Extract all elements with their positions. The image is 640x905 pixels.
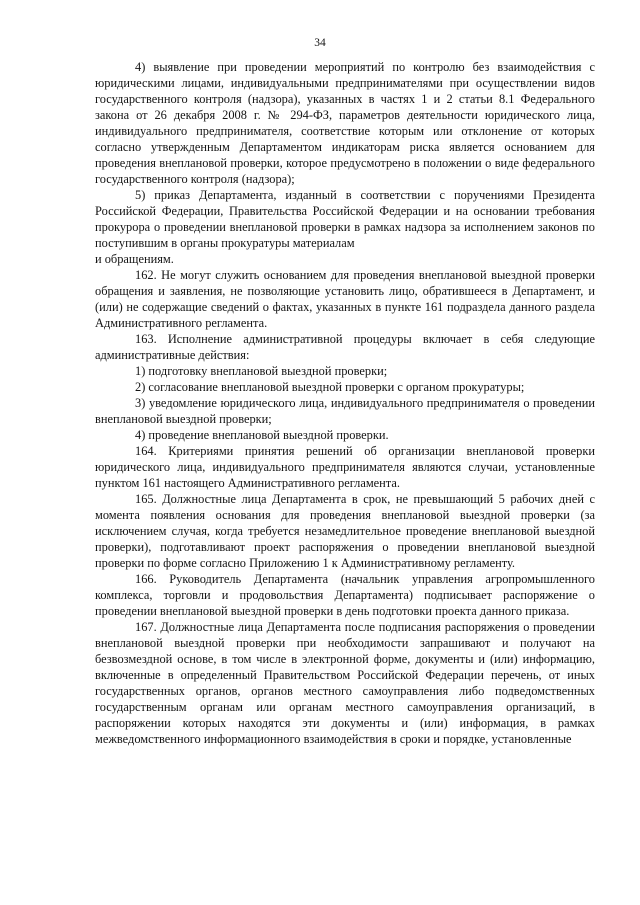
paragraph-item-5: 5) приказ Департамента, изданный в соответствии с поручениями Президента Российской Федерации, Правительства Российской Федерации и на основании требования прокурора о проведении внеплановой проверки в рамках надзора за исполнением законов по поступившим в органы прокуратуры материалам bbox=[95, 188, 595, 250]
paragraph-167: 167. Должностные лица Департамента после подписания распоряжения о проведении внеплановой выездной проверки при необходимости запрашивают и получают на безвозмездной основе, в том числе в электронной форме, документы и (или) информацию, включенные в определенный Правительством Российской Федерации перечень, от иных государственных органов, органов местного самоуправления либо подведомственных государственным органам или органам местного самоуправления организаций, в распоряжении которых находятся эти документы и (или) информация, в рамках межведомственного информационного взаимодействия в сроки и порядке, установленные bbox=[95, 620, 595, 746]
paragraph-165: 165. Должностные лица Департамента в срок, не превышающий 5 рабочих дней с момента появления основания для проведения внеплановой выездной проверки (за исключением случая, когда требуется незамедлительное проведение внеплановой выездной проверки), подготавливают проект распоряжения о проведении внеплановой выездной проверки по форме согласно Приложению 1 к Административному регламенту. bbox=[95, 492, 595, 570]
page-number: 34 bbox=[314, 37, 326, 49]
paragraph-item-5-continuation: и обращениям. bbox=[95, 252, 174, 266]
list-item-prosecutor-approval: 2) согласование внеплановой выездной проверки с органом прокуратуры; bbox=[135, 380, 525, 394]
document-body bbox=[95, 59, 595, 747]
paragraph-163: 163. Исполнение административной процедуры включает в себя следующие административные действия: bbox=[95, 332, 595, 362]
paragraph-item-4: 4) выявление при проведении мероприятий по контролю без взаимодействия с юридическими лицами, индивидуальными предпринимателями при осуществлении видов государственного контроля (надзора), указанных в частях 1 и 2 статьи 8.1 Федерального закона от 26 декабря 2008 г. № 294-ФЗ, параметров деятельности юридического лица, индивидуального предпринимателя, соответствие которым или отклонение от которых согласно утвержденным Департаментом индикаторам риска является основанием для проведения внеплановой проверки, которое предусмотрено в положении о виде федерального государственного контроля (надзора); bbox=[95, 60, 595, 186]
list-item-preparation: 1) подготовку внеплановой выездной проверки; bbox=[135, 364, 388, 378]
paragraph-162: 162. Не могут служить основанием для проведения внеплановой выездной проверки обращения и заявления, не позволяющие установить лицо, обратившееся в Департамент, и (или) не содержащие сведений о фактах, указанных в пункте 161 подраздела данного раздела Административного регламента. bbox=[95, 268, 595, 330]
paragraph-166: 166. Руководитель Департамента (начальник управления агропромышленного комплекса, торговли и продовольствия Департамента) подписывает распоряжение о проведении внеплановой выездной проверки в день подготовки проекта данного приказа. bbox=[95, 572, 595, 618]
list-item-inspection: 4) проведение внеплановой выездной проверки. bbox=[135, 428, 389, 442]
list-item-notification: 3) уведомление юридического лица, индивидуального предпринимателя о проведении внеплановой выездной проверки; bbox=[95, 396, 595, 426]
paragraph-164: 164. Критериями принятия решений об организации внеплановой проверки юридического лица, индивидуального предпринимателя являются случаи, установленные пунктом 161 настоящего Административного регламента. bbox=[95, 444, 595, 490]
